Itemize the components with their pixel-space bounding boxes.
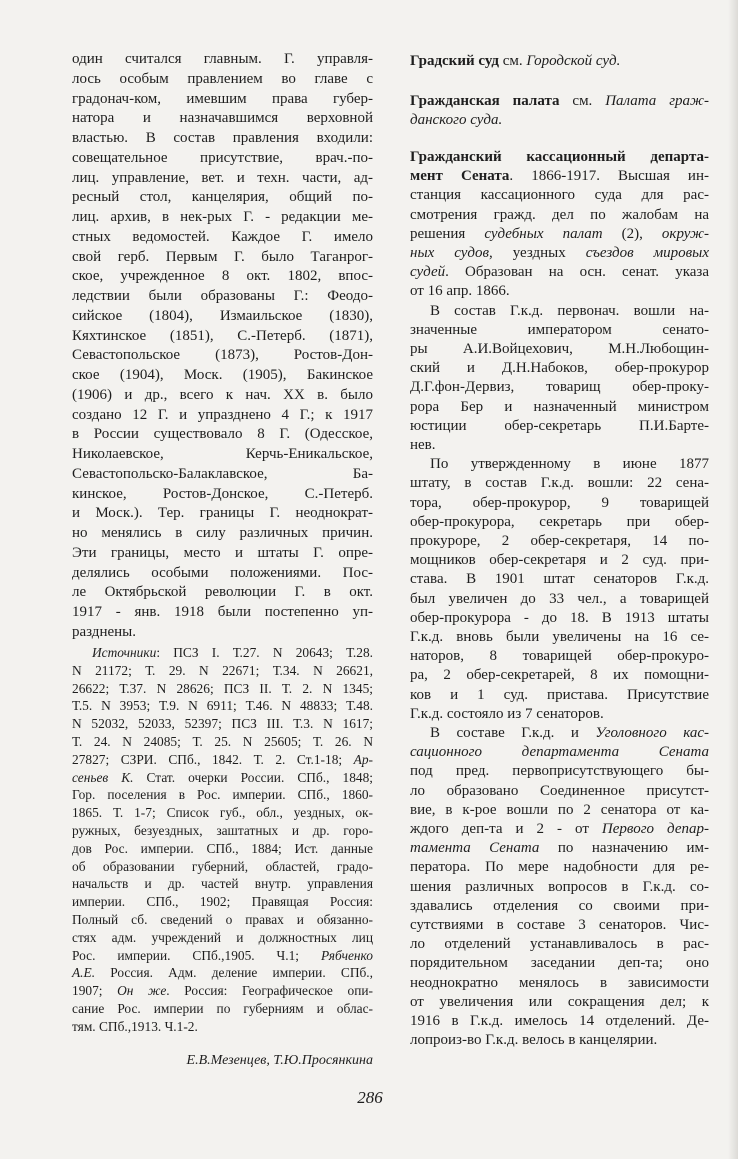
text-line	[72, 1018, 373, 1036]
text-line	[410, 954, 709, 973]
text-line	[72, 327, 373, 347]
text-line	[410, 1012, 709, 1031]
text-line	[410, 282, 709, 301]
text-line	[72, 465, 373, 485]
text-line	[72, 583, 373, 603]
text-run: создано 12 Г. и упразднено 4 Г.; к 1917	[72, 406, 373, 423]
bold-headword: Градский суд	[410, 53, 499, 69]
italic-run: съездов мировых	[585, 245, 709, 262]
text-run: кинское, Ростов-Донское, С.-Петерб.	[72, 485, 373, 502]
text-line	[410, 993, 709, 1012]
text-line	[72, 680, 373, 698]
text-line	[72, 947, 373, 965]
text-line	[410, 570, 709, 589]
text-line	[410, 878, 709, 897]
text-line	[72, 346, 373, 366]
entry-gradsky-sud	[410, 52, 709, 71]
text-run: . 1866-1917. Высшая ин-	[509, 168, 709, 185]
text-line	[410, 628, 709, 647]
text-run: 1917 - янв. 1918 были постепенно уп-	[72, 604, 373, 620]
text-line	[410, 436, 709, 455]
text-line	[410, 378, 709, 397]
text-run: Эти границы, место и штаты Г. опре-	[72, 544, 373, 561]
italic-run: Источники	[92, 645, 157, 660]
text-line	[410, 225, 709, 244]
text-line	[72, 445, 373, 465]
text-run: см.	[559, 93, 606, 109]
text-line	[72, 70, 373, 90]
entry-kassatsionny-departament-p1	[410, 148, 709, 302]
text-run: 1865. Т. 1-7; Список губ., обл., уездных, ок-	[72, 805, 373, 821]
text-run: стных ведомостей. Каждое Г. имело	[72, 228, 373, 245]
text-run: был увеличен до 33 чел., а товарищей	[410, 590, 709, 607]
italic-run: окруж-	[661, 225, 709, 242]
text-line	[72, 425, 373, 445]
text-line	[410, 513, 709, 532]
text-run: и Моск.). Тер. границы Г. неоднократ-	[72, 505, 373, 522]
text-line	[410, 455, 709, 474]
text-run: здавались отделения со своими при-	[410, 897, 709, 914]
italic-run: Городской суд.	[526, 53, 621, 69]
text-line	[410, 186, 709, 205]
entry-kassatsionny-departament-p4	[410, 724, 709, 1050]
text-line	[72, 228, 373, 248]
text-line	[72, 169, 373, 189]
text-run: свой герб. Первым Г. было Таганрог-	[72, 248, 373, 265]
page-edge-shadow	[728, 0, 738, 1159]
text-line	[410, 820, 709, 839]
text-run: наторов, 8 товарищей обер-прокуро-	[410, 648, 709, 665]
text-run: совещательное присутствие, врач.-по-	[72, 149, 373, 166]
text-run: 27827; СЗРИ. СПб., 1842. Т. 2. Ст.1-18;	[72, 751, 354, 767]
text-run: ры А.И.Войцехович, М.Н.Любощин-	[410, 341, 709, 357]
entry-grazhdanskaya-palata	[410, 92, 709, 130]
text-line	[72, 733, 373, 751]
text-run: (2),	[602, 225, 662, 242]
text-run: В состав Г.к.д. первонач. вошли на-	[430, 302, 709, 319]
text-run: ло отделений устанавливалось в рас-	[410, 936, 709, 953]
text-run: но менялись в силу различных причин.	[72, 525, 373, 541]
text-run: Рос. империи. СПб.,1905. Ч.1;	[72, 947, 321, 963]
text-line	[410, 858, 709, 877]
italic-run: Палата граж-	[605, 93, 709, 109]
text-run: тям. СПб.,1913. Ч.1-2.	[72, 1018, 198, 1034]
italic-run: Уголовного кас-	[595, 725, 709, 741]
text-line	[72, 697, 373, 715]
text-run: ское (1904), Моск. (1905), Бакинское	[72, 367, 373, 383]
text-run: : ПСЗ I. Т.27. N 20643; Т.28.	[156, 645, 373, 660]
text-run: порядительном заседании деп-та; оно	[410, 955, 709, 972]
text-run: ра, 2 обер-секретарей, 8 их помощни-	[410, 667, 709, 684]
text-run: стях адм. учреждений и должностных лиц	[72, 929, 373, 945]
text-line	[410, 686, 709, 705]
text-run: . Образован на осн. сенат. указа	[445, 264, 709, 281]
text-line	[72, 804, 373, 822]
text-line	[410, 302, 709, 321]
text-run: ское, учрежденное 8 окт. 1802, впос-	[72, 268, 373, 285]
text-run: от 16 апр. 1866.	[410, 283, 510, 300]
text-line	[410, 897, 709, 916]
italic-run: Первого депар-	[601, 821, 709, 838]
text-run: Стат. очерки России. СПб., 1848;	[133, 769, 374, 785]
text-run: империи. СПб., 1902; Правящая Россия:	[72, 894, 373, 910]
text-line	[72, 751, 373, 769]
text-line	[72, 911, 373, 929]
text-run: Николаевское, Керчь-Еникальское,	[72, 446, 373, 462]
italic-run: ных судов	[410, 245, 489, 262]
text-run: рора Бер и назначенный министром	[410, 398, 709, 415]
text-line	[410, 494, 709, 513]
text-run: става. В 1901 штат сенаторов Г.к.д.	[410, 571, 709, 588]
text-line	[410, 724, 709, 743]
text-run: натора и назначавшимся верховной	[72, 110, 373, 127]
text-run: ле Октябрьской революции Г. в окт.	[72, 584, 373, 601]
text-line	[410, 417, 709, 436]
text-line	[72, 485, 373, 505]
text-line	[72, 504, 373, 524]
text-run: лопроиз-во Г.к.д. велось в канцелярии.	[410, 1032, 658, 1049]
page-number: 286	[357, 1088, 383, 1107]
text-run: Г.к.д. вновь были увеличены на 16 се-	[410, 629, 709, 646]
text-line	[410, 916, 709, 935]
italic-run: сационного департамента Сената	[410, 744, 709, 761]
text-line	[72, 267, 373, 287]
italic-run: судебных палат	[484, 225, 603, 242]
text-run: дов Рос. империи. СПб., 1884; Ист. данные	[72, 840, 373, 856]
italic-run: судей	[410, 264, 446, 281]
italic-run: сеньев К.	[72, 769, 134, 785]
text-line	[410, 359, 709, 378]
text-run: По утвержденному в июне 1877	[430, 456, 709, 473]
text-line	[410, 762, 709, 781]
text-run: обер-прокурора - до 18. В 1913 штаты	[410, 609, 709, 626]
text-line	[72, 524, 373, 544]
text-run: ский и Д.Н.Набоков, обер-прокурор	[410, 360, 709, 377]
text-line	[410, 974, 709, 993]
text-run: Г.к.д. состояло из 7 сенаторов.	[410, 705, 604, 722]
text-line	[410, 801, 709, 820]
text-run: лось особым правлением во главе с	[72, 70, 373, 87]
italic-run: Рябченко	[320, 947, 373, 963]
text-line	[410, 92, 709, 111]
italic-run: А.Е.	[72, 965, 96, 981]
bold-headword: мент Сената	[410, 168, 510, 185]
text-run: станция кассационного суда для рас-	[410, 187, 709, 204]
text-run: Т.5. N 3953; Т.9. N 6911; Т.46. N 48833; Т.48.	[72, 698, 373, 714]
text-line	[410, 743, 709, 762]
italic-run: данского суда.	[410, 112, 503, 129]
text-run: делялись особыми положениями. Пос-	[72, 564, 373, 581]
text-line	[410, 111, 709, 130]
text-line	[72, 564, 373, 584]
text-line	[72, 769, 373, 787]
text-line	[72, 129, 373, 149]
text-run: Севастопольско-Балаклавское, Ба-	[72, 465, 373, 482]
text-line	[72, 929, 373, 947]
text-run: обер-прокурора, секретарь при обер-	[410, 513, 709, 530]
text-line	[72, 208, 373, 228]
text-line	[72, 982, 373, 1000]
entry-kassatsionny-departament-p2	[410, 302, 709, 456]
text-line	[72, 188, 373, 208]
sources-paragraph	[72, 644, 373, 1036]
text-line	[72, 149, 373, 169]
text-line	[410, 532, 709, 551]
text-line	[410, 551, 709, 570]
text-run: Кяхтинское (1851), С.-Петерб. (1871),	[72, 327, 373, 344]
text-run: см.	[498, 53, 527, 69]
text-line	[410, 474, 709, 493]
text-run: ператора. По мере надобности для ре-	[410, 859, 709, 876]
text-run: начальств и др. частей внутр. управления	[72, 876, 373, 892]
text-run: сутствиями в составе 3 сенаторов. Чис-	[410, 917, 709, 934]
text-run: N 52032, 52033, 52397; ПСЗ III. Т.3. N 1617;	[72, 716, 373, 732]
text-run: штату, в состав Г.к.д. вошли: 22 сена-	[410, 475, 709, 492]
bold-headword: Гражданский кассационный департа-	[410, 149, 709, 165]
text-line	[72, 786, 373, 804]
text-line	[410, 148, 709, 167]
text-line	[410, 782, 709, 801]
text-line	[410, 398, 709, 417]
text-line	[72, 644, 373, 662]
text-run: Полный сб. сведений о правах и обязанно-	[72, 911, 373, 927]
text-run: значенные императором сенато-	[410, 321, 709, 338]
text-line	[72, 893, 373, 911]
text-run: разднены.	[72, 623, 136, 640]
text-run: N 21172; Т. 29. N 22671; Т.34. N 26621,	[72, 662, 373, 678]
italic-run: Ар-	[353, 751, 373, 767]
text-line	[72, 109, 373, 129]
text-line	[72, 964, 373, 982]
text-run: решения	[410, 225, 485, 242]
text-run: в России существовало 8 Г. (Одесское,	[72, 426, 373, 443]
text-line	[410, 1031, 709, 1050]
text-line	[72, 623, 373, 643]
text-run: прокуроре, 2 обер-секретаря, 14 по-	[410, 533, 709, 549]
text-run: лиц. управление, вет. и техн. части, ад-	[72, 169, 373, 186]
text-run: вие, в к-рое вошли по 2 сенатора от ка-	[410, 801, 709, 818]
text-line	[72, 1000, 373, 1018]
text-line	[72, 307, 373, 327]
text-line	[410, 263, 709, 282]
entry-kassatsionny-departament-p3	[410, 455, 709, 724]
text-run: ледствии были образованы Г.: Феодо-	[72, 288, 373, 304]
text-run: ресный стол, канцелярия, общий по-	[72, 189, 373, 206]
text-run: ждого деп-та и 2 - от	[410, 821, 602, 838]
text-line	[72, 366, 373, 386]
text-run: ков и 1 суд. пристава. Присутствие	[410, 686, 709, 703]
text-line	[72, 662, 373, 680]
text-run: ло образовано Соединенное присутст-	[410, 782, 709, 799]
text-run: ружных, безуездных, заштатных и др. горо-	[72, 822, 373, 838]
text-run: Гор. поселения в Рос. империи. СПб., 1860-	[72, 787, 373, 803]
text-run: под пред. первоприсутствующего бы-	[410, 763, 709, 780]
bold-headword: Гражданская палата	[410, 93, 560, 109]
article-authors: Е.В.Мезенцев, Т.Ю.Просянкина	[186, 1053, 373, 1068]
text-line	[410, 647, 709, 666]
italic-run: Он же	[117, 983, 167, 999]
text-run: 1916 в Г.к.д. имелось 14 отделений. Де-	[410, 1013, 709, 1030]
text-line	[72, 386, 373, 406]
text-line	[72, 287, 373, 307]
text-line	[72, 858, 373, 876]
text-line	[410, 935, 709, 954]
text-run: . Россия: Географическое опи-	[166, 983, 373, 999]
text-run: сийское (1804), Измаильское (1830),	[72, 307, 373, 324]
text-run: об образовании губерний, областей, градо-	[72, 858, 373, 874]
text-run: шения различных вопросов в Г.к.д. со-	[410, 878, 709, 895]
text-run: неоднократно менялось в зависимости	[410, 974, 709, 991]
text-run: Севастопольское (1873), Ростов-Дон-	[72, 347, 373, 364]
text-run: от увеличения или сокращения дел; к	[410, 993, 709, 1010]
text-run: смотрения гражд. дел по жалобам на	[410, 206, 709, 223]
text-run: тора, обер-прокурор, 9 товарищей	[410, 494, 709, 511]
text-run: Т. 24. N 24085; Т. 25. N 25605; Т. 26. N	[72, 733, 373, 749]
text-run: нев.	[410, 437, 436, 454]
text-run: сание Рос. империи по губерниям и облас-	[72, 1000, 373, 1016]
text-line	[410, 590, 709, 609]
text-run: один считался главным. Г. управля-	[72, 51, 373, 67]
text-line	[410, 705, 709, 724]
text-line	[72, 50, 373, 70]
text-run: 26622; Т.37. N 28626; ПСЗ II. Т. 2. N 1345;	[72, 680, 373, 696]
text-line	[72, 406, 373, 426]
italic-run: тамента Сената	[410, 840, 540, 857]
text-line	[410, 340, 709, 359]
text-line	[410, 321, 709, 340]
text-run: , уездных	[488, 245, 586, 262]
text-line	[410, 666, 709, 685]
text-line	[72, 715, 373, 733]
text-line	[410, 206, 709, 225]
paragraph-gradonachalstvo-end	[72, 50, 373, 643]
text-run: градонач-ком, имевшим права губер-	[72, 90, 373, 107]
text-run: властью. В состав правления входили:	[72, 130, 373, 146]
text-run: Россия. Адм. деление империи. СПб.,	[95, 965, 373, 981]
text-run: (1906) и др., всего к нач. XX в. было	[72, 386, 373, 403]
text-line	[72, 840, 373, 858]
text-line	[410, 244, 709, 263]
text-line	[72, 90, 373, 110]
text-line	[410, 839, 709, 858]
text-line	[72, 875, 373, 893]
text-run: 1907;	[72, 983, 118, 999]
text-line	[72, 822, 373, 840]
text-run: лиц. архив, в нек-рых Г. - редакции ме-	[72, 209, 373, 225]
text-run: Д.Г.фон-Дервиз, товарищ обер-проку-	[410, 379, 709, 396]
text-line	[410, 609, 709, 628]
text-run: юстиции обер-секретарь П.И.Барте-	[410, 417, 709, 434]
text-line	[72, 603, 373, 623]
text-run: по назначению им-	[539, 840, 709, 857]
text-line	[72, 544, 373, 564]
text-line	[410, 52, 709, 71]
text-run: мощников обер-секретаря и 2 суд. при-	[410, 552, 709, 569]
text-run: В составе Г.к.д. и	[430, 725, 596, 741]
text-line	[410, 167, 709, 186]
text-line	[72, 248, 373, 268]
